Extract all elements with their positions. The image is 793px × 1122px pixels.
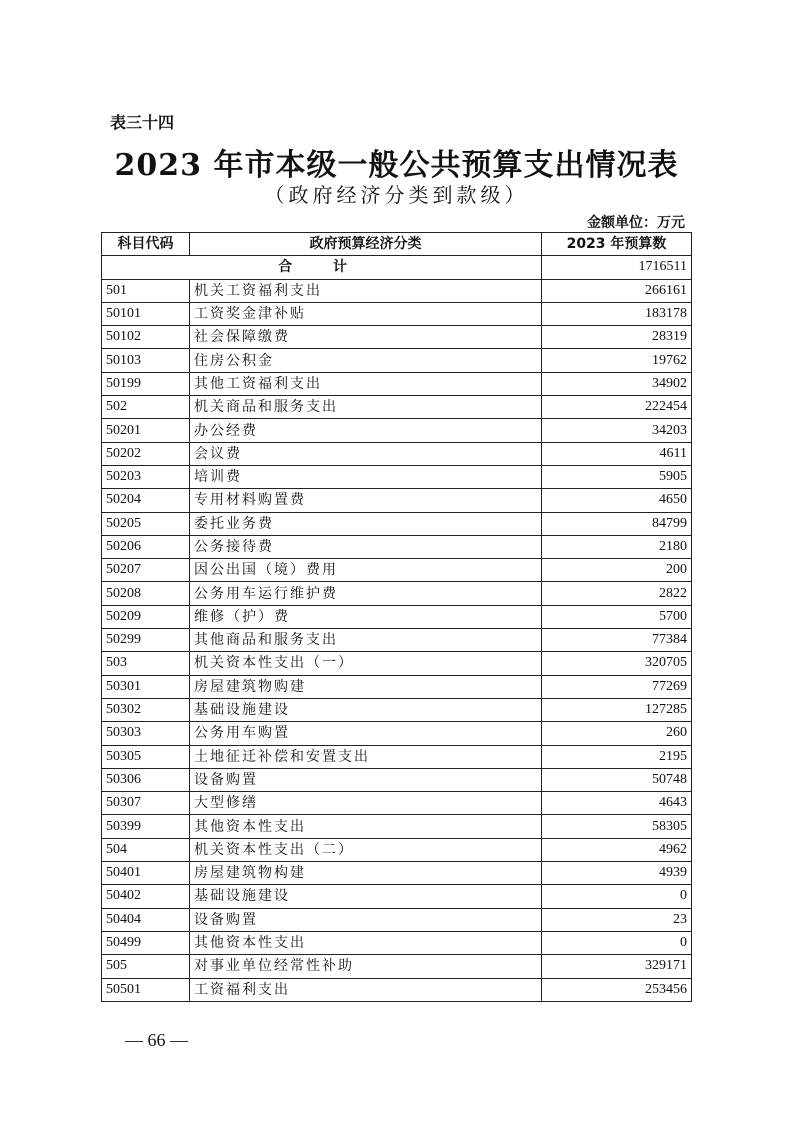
cell-name: 培训费 bbox=[190, 465, 542, 488]
cell-amount: 77384 bbox=[542, 629, 692, 652]
cell-code: 50402 bbox=[102, 885, 190, 908]
cell-name: 住房公积金 bbox=[190, 349, 542, 372]
cell-code: 50203 bbox=[102, 465, 190, 488]
cell-amount: 253456 bbox=[542, 978, 692, 1001]
cell-amount: 4650 bbox=[542, 489, 692, 512]
cell-code: 502 bbox=[102, 396, 190, 419]
cell-name: 大型修缮 bbox=[190, 792, 542, 815]
cell-code: 50302 bbox=[102, 698, 190, 721]
table-row bbox=[102, 279, 692, 302]
table-row bbox=[102, 885, 692, 908]
cell-code: 50401 bbox=[102, 862, 190, 885]
cell-amount: 4962 bbox=[542, 838, 692, 861]
cell-name: 机关商品和服务支出 bbox=[190, 396, 542, 419]
cell-name: 房屋建筑物购建 bbox=[190, 675, 542, 698]
cell-code: 50101 bbox=[102, 302, 190, 325]
cell-amount: 19762 bbox=[542, 349, 692, 372]
cell-amount: 260 bbox=[542, 722, 692, 745]
table-row bbox=[102, 745, 692, 768]
cell-amount: 34902 bbox=[542, 372, 692, 395]
table-row bbox=[102, 465, 692, 488]
cell-code: 50205 bbox=[102, 512, 190, 535]
table-row bbox=[102, 698, 692, 721]
cell-name: 会议费 bbox=[190, 442, 542, 465]
table-row bbox=[102, 838, 692, 861]
table-row bbox=[102, 349, 692, 372]
cell-amount: 58305 bbox=[542, 815, 692, 838]
cell-name: 公务用车运行维护费 bbox=[190, 582, 542, 605]
cell-name: 设备购置 bbox=[190, 768, 542, 791]
cell-amount: 4643 bbox=[542, 792, 692, 815]
cell-amount: 2180 bbox=[542, 535, 692, 558]
cell-code: 50202 bbox=[102, 442, 190, 465]
header-amount: 2023 年预算数 bbox=[542, 233, 692, 256]
table-row bbox=[102, 372, 692, 395]
cell-name: 其他工资福利支出 bbox=[190, 372, 542, 395]
cell-code: 501 bbox=[102, 279, 190, 302]
cell-name: 专用材料购置费 bbox=[190, 489, 542, 512]
cell-amount: 4611 bbox=[542, 442, 692, 465]
cell-code: 50301 bbox=[102, 675, 190, 698]
cell-code: 50303 bbox=[102, 722, 190, 745]
table-row bbox=[102, 792, 692, 815]
cell-code: 50206 bbox=[102, 535, 190, 558]
table-row bbox=[102, 302, 692, 325]
cell-name: 维修（护）费 bbox=[190, 605, 542, 628]
cell-name: 办公经费 bbox=[190, 419, 542, 442]
cell-code: 50306 bbox=[102, 768, 190, 791]
cell-name: 对事业单位经常性补助 bbox=[190, 955, 542, 978]
cell-amount: 183178 bbox=[542, 302, 692, 325]
cell-code: 50199 bbox=[102, 372, 190, 395]
cell-name: 机关资本性支出（二） bbox=[190, 838, 542, 861]
cell-name: 其他资本性支出 bbox=[190, 815, 542, 838]
table-row bbox=[102, 768, 692, 791]
page-title: 2023 年市本级一般公共预算支出情况表 bbox=[114, 148, 679, 183]
cell-amount: 77269 bbox=[542, 675, 692, 698]
cell-amount: 127285 bbox=[542, 698, 692, 721]
cell-code: 50305 bbox=[102, 745, 190, 768]
table-row bbox=[102, 629, 692, 652]
cell-name: 设备购置 bbox=[190, 908, 542, 931]
table-row bbox=[102, 419, 692, 442]
cell-code: 50201 bbox=[102, 419, 190, 442]
header-code: 科目代码 bbox=[102, 233, 190, 256]
table-row bbox=[102, 605, 692, 628]
cell-name: 基础设施建设 bbox=[190, 885, 542, 908]
table-row bbox=[102, 559, 692, 582]
cell-code: 50103 bbox=[102, 349, 190, 372]
table-row bbox=[102, 722, 692, 745]
cell-code: 50102 bbox=[102, 326, 190, 349]
table-row bbox=[102, 396, 692, 419]
cell-amount: 4939 bbox=[542, 862, 692, 885]
cell-name: 土地征迁补偿和安置支出 bbox=[190, 745, 542, 768]
table-row bbox=[102, 815, 692, 838]
cell-code: 50501 bbox=[102, 978, 190, 1001]
table-row bbox=[102, 862, 692, 885]
cell-amount: 5700 bbox=[542, 605, 692, 628]
table-row bbox=[102, 489, 692, 512]
table-row bbox=[102, 442, 692, 465]
cell-code: 50404 bbox=[102, 908, 190, 931]
cell-amount: 0 bbox=[542, 931, 692, 954]
cell-amount: 28319 bbox=[542, 326, 692, 349]
cell-amount: 23 bbox=[542, 908, 692, 931]
cell-name: 公务接待费 bbox=[190, 535, 542, 558]
page-subtitle: （政府经济分类到款级） bbox=[264, 183, 529, 207]
cell-code: 50299 bbox=[102, 629, 190, 652]
cell-name: 委托业务费 bbox=[190, 512, 542, 535]
cell-amount: 34203 bbox=[542, 419, 692, 442]
cell-amount: 222454 bbox=[542, 396, 692, 419]
cell-amount: 2822 bbox=[542, 582, 692, 605]
cell-name: 其他商品和服务支出 bbox=[190, 629, 542, 652]
budget-table bbox=[101, 232, 692, 1002]
table-label: 表三十四 bbox=[110, 113, 175, 132]
table-row bbox=[102, 535, 692, 558]
cell-name: 其他资本性支出 bbox=[190, 931, 542, 954]
cell-name: 社会保障缴费 bbox=[190, 326, 542, 349]
cell-name: 因公出国（境）费用 bbox=[190, 559, 542, 582]
table-row bbox=[102, 582, 692, 605]
table-row bbox=[102, 908, 692, 931]
cell-amount: 266161 bbox=[542, 279, 692, 302]
cell-code: 50208 bbox=[102, 582, 190, 605]
table-row bbox=[102, 978, 692, 1001]
table-row bbox=[102, 955, 692, 978]
cell-amount: 2195 bbox=[542, 745, 692, 768]
cell-amount: 50748 bbox=[542, 768, 692, 791]
cell-code: 50499 bbox=[102, 931, 190, 954]
cell-code: 503 bbox=[102, 652, 190, 675]
cell-name: 公务用车购置 bbox=[190, 722, 542, 745]
total-row bbox=[102, 256, 692, 279]
total-label: 合 计 bbox=[102, 256, 542, 279]
cell-name: 工资福利支出 bbox=[190, 978, 542, 1001]
cell-amount: 320705 bbox=[542, 652, 692, 675]
total-amount: 1716511 bbox=[542, 256, 692, 279]
cell-code: 504 bbox=[102, 838, 190, 861]
cell-name: 机关资本性支出（一） bbox=[190, 652, 542, 675]
table-row bbox=[102, 326, 692, 349]
amount-unit: 金额单位：万元 bbox=[587, 215, 685, 231]
cell-code: 50307 bbox=[102, 792, 190, 815]
cell-amount: 84799 bbox=[542, 512, 692, 535]
table-row bbox=[102, 675, 692, 698]
cell-amount: 5905 bbox=[542, 465, 692, 488]
cell-code: 50209 bbox=[102, 605, 190, 628]
cell-name: 基础设施建设 bbox=[190, 698, 542, 721]
page-number: — 66 — bbox=[125, 1030, 188, 1050]
cell-code: 505 bbox=[102, 955, 190, 978]
cell-amount: 200 bbox=[542, 559, 692, 582]
cell-amount: 329171 bbox=[542, 955, 692, 978]
header-category: 政府预算经济分类 bbox=[190, 233, 542, 256]
table-header-row bbox=[102, 233, 692, 256]
cell-name: 工资奖金津补贴 bbox=[190, 302, 542, 325]
table-row bbox=[102, 931, 692, 954]
cell-code: 50204 bbox=[102, 489, 190, 512]
cell-name: 房屋建筑物构建 bbox=[190, 862, 542, 885]
table-row bbox=[102, 512, 692, 535]
table-row bbox=[102, 652, 692, 675]
cell-amount: 0 bbox=[542, 885, 692, 908]
cell-name: 机关工资福利支出 bbox=[190, 279, 542, 302]
cell-code: 50399 bbox=[102, 815, 190, 838]
cell-code: 50207 bbox=[102, 559, 190, 582]
